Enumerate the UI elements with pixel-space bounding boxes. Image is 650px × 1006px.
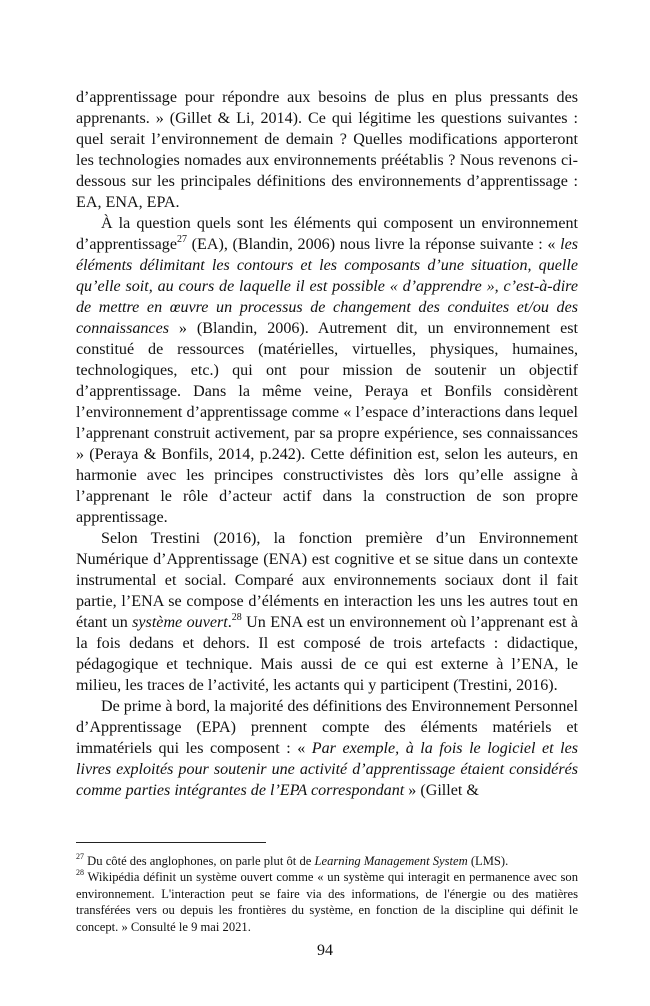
footnote-27: [76, 853, 578, 869]
footnote-28-text: Wikipédia définit un système ouvert comme « un système qui interagit en permanence avec son environnement. L'interaction peut se faire via des informations, de l'énergie ou des matières transférées vers ou depuis les frontières du système, en fonction de la discipline qui définit le concept. » Consulté le 9 mai 2021.: [76, 870, 578, 934]
paragraph-4: [76, 696, 578, 801]
paragraph-3-text-3: Un ENA est un environnement où l’apprenant est à la fois dedans et dehors. Il est composé de trois artefacts : didactique, pédagogique et technique. Mais aussi de ce qui est externe à l’ENA, le milieu, les traces de l’activité, les actants qui y participent (Trestini, 2016).: [76, 614, 579, 694]
footnote-27-text-2: (LMS).: [467, 854, 509, 868]
paragraph-3: [76, 528, 578, 696]
page-number: 94: [317, 942, 333, 959]
footnote-separator: [76, 842, 266, 843]
footnote-ref-28[interactable]: 28: [231, 611, 242, 623]
footnote-28: [76, 869, 578, 935]
body-text: [76, 87, 578, 801]
paragraph-3-text-2: .: [227, 614, 232, 631]
paragraph-4-text-1: De prime à bord, la majorité des définitions des Environnement Personnel d’Apprentissage (EPA) prennent compte des éléments matériels et immatériels qui les composent : «: [76, 698, 578, 757]
paragraph-2-text-2: (EA), (Blandin, 2006) nous livre la réponse suivante : «: [187, 236, 561, 253]
footnote-ref-27[interactable]: 27: [177, 233, 187, 245]
systeme-ouvert-term: système ouvert: [132, 614, 228, 631]
paragraph-4-text-2: » (Gillet &: [404, 782, 479, 799]
blandin-quote: les éléments délimitant les contours et les composants d’une situation, quelle qu’elle soit, au cours de laquelle il est possible « d’apprendre », c’est-à-dire de mettre en œuvre un processus de changement des conduites et/ou des connaissances: [76, 236, 578, 337]
paragraph-2-text-3: » (Blandin, 2006). Autrement dit, un environnement est constitué de ressources (matérielles, virtuelles, physiques, humaines, technologiques, etc.) qui ont pour mission de soutenir un objectif d’apprentissage. Dans la même veine, Peraya et Bonfils considèrent l’environnement d’apprentissage comme « l’espace d’interactions dans lequel l’apprenant construit activement, par sa propre expérience, ses connaissances » (Peraya & Bonfils, 2014, p.242). Cette définition est, selon les auteurs, en harmonie avec les principes constructivistes dès lors qu’elle assigne à l’apprenant le rôle d’acteur actif dans la construction de son propre apprentissage.: [76, 320, 578, 526]
paragraph-2-text-1: À la question quels sont les éléments qui composent un environnement d’apprentissage: [76, 215, 578, 253]
paragraph-2: [76, 213, 578, 528]
footnote-number-27: 27: [76, 851, 84, 861]
footnote-27-text-1: Du côté des anglophones, on parle plut ôt de: [84, 854, 315, 868]
paragraph-3-text-1: Selon Trestini (2016), la fonction première d’un Environnement Numérique d’Apprentissage (ENA) est cognitive et se situe dans un contexte instrumental et social. Comparé aux environnements sociaux dont il fait partie, l’ENA se compose d’éléments en interaction les uns les autres tout en étant un: [76, 530, 578, 631]
footnotes: [76, 853, 578, 935]
gillet-quote: Par exemple, à la fois le logiciel et les livres exploités pour soutenir une activité d’apprentissage étaient considérés comme parties intégrantes de l’EPA correspondant: [76, 740, 578, 799]
footnote-number-28: 28: [76, 868, 84, 878]
footnote-27-term: Learning Management System: [314, 854, 468, 868]
paragraph-1: d’apprentissage pour répondre aux besoins de plus en plus pressants des apprenants. » (Gillet & Li, 2014). Ce qui légitime les questions suivantes : quel serait l’environnement de demain ? Quelles modifications apporteront les technologies nomades aux environnements préétablis ? Nous revenons ci-dessous sur les principales définitions des environnements d’apprentissage : EA, ENA, EPA.: [76, 89, 578, 211]
